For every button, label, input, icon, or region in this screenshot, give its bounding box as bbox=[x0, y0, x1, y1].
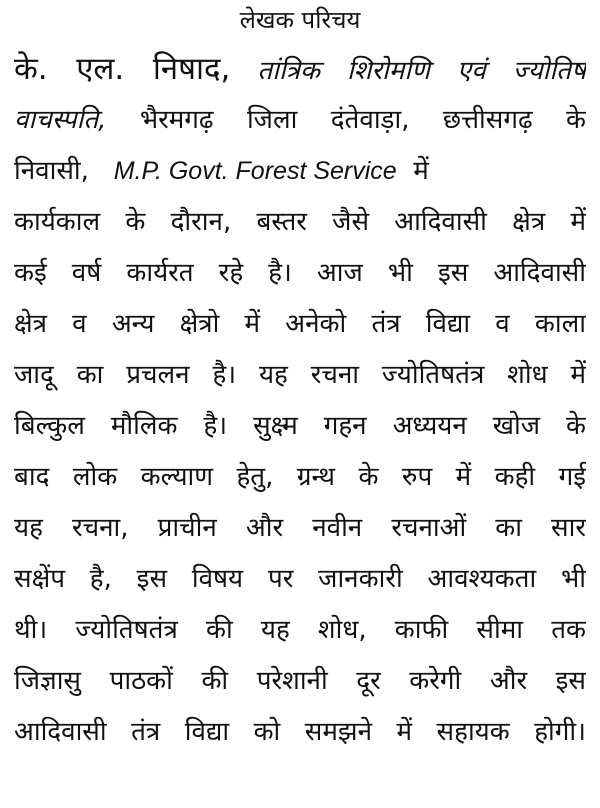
author-title-italic-cont: वाचस्पति, bbox=[14, 105, 107, 135]
paragraph-line-10: यह रचना, प्राचीन और नवीन रचनाओं का सार bbox=[14, 513, 586, 543]
paragraph-line-3-text: निवासी, bbox=[14, 156, 89, 186]
page-title: लेखक परिचय bbox=[239, 6, 361, 34]
author-title-italic: तांत्रिक शिरोमणि एवं ज्योतिष bbox=[257, 56, 586, 86]
paragraph-line-14: आदिवासी तंत्र विद्या को समझने में सहायक होगी। bbox=[14, 717, 586, 747]
paragraph-line-6: क्षेत्र व अन्य क्षेत्रो में अनेको तंत्र विद्या व काला bbox=[14, 309, 586, 339]
paragraph-line-13: जिज्ञासु पाठकों की परेशानी दूर करेगी और इस bbox=[14, 666, 586, 696]
service-name: M.P. Govt. Forest Service bbox=[113, 157, 397, 185]
paragraph-line-2-text: भैरमगढ़ जिला दंतेवाड़ा, छत्तीसगढ़ के bbox=[139, 105, 586, 135]
paragraph-line-4: कार्यकाल के दौरान, बस्तर जैसे आदिवासी क्षेत्र में bbox=[14, 207, 586, 237]
paragraph-line-7: जादू का प्रचलन है। यह रचना ज्योतिषतंत्र शोध में bbox=[14, 360, 586, 390]
paragraph-line-9: बाद लोक कल्याण हेतु, ग्रन्थ के रुप में कही गई bbox=[14, 462, 586, 492]
paragraph-line-3 bbox=[14, 148, 586, 194]
paragraph-line-2 bbox=[14, 97, 586, 143]
paragraph-line-12: थी। ज्योतिषतंत्र की यह शोध, काफी सीमा तक bbox=[14, 615, 586, 645]
author-name: के. एल. निषाद, bbox=[14, 51, 231, 87]
paragraph-line-5: कई वर्ष कार्यरत रहे है। आज भी इस आदिवासी bbox=[14, 258, 586, 288]
paragraph-line-11: सक्षेंप है, इस विषय पर जानकारी आवश्यकता भी bbox=[14, 564, 586, 594]
paragraph-line-1 bbox=[14, 46, 586, 92]
paragraph-line-3-suffix: में bbox=[413, 156, 429, 186]
paragraph-line-8: बिल्कुल मौलिक है। सुक्ष्म गहन अध्ययन खोज के bbox=[14, 411, 586, 441]
